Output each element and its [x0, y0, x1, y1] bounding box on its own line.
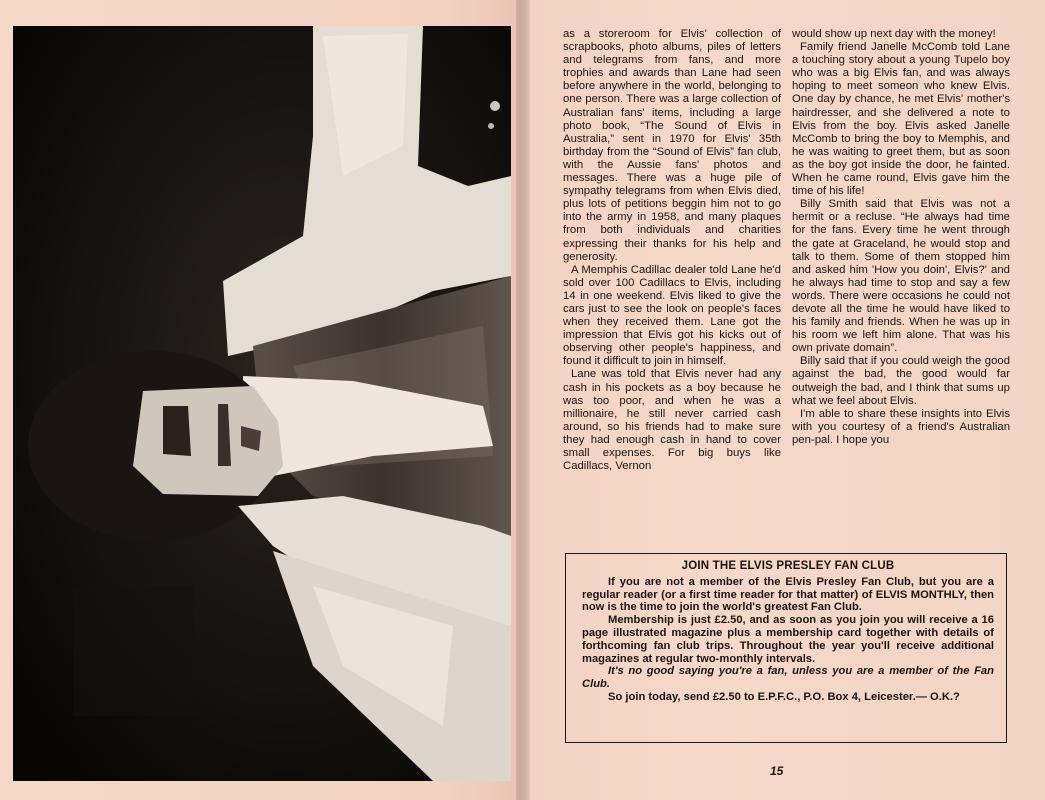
- fan-club-title: JOIN THE ELVIS PRESLEY FAN CLUB: [681, 560, 895, 572]
- fan-club-paragraph: Membership is just £2.50, and as soon as you join you will receive a 16 page illustrated magazine plus a membership card together with details of forthcoming fan club trips. Throughout the year you'll receive additional magazines at regular two-monthly intervals.: [582, 614, 994, 665]
- article-column-left: [563, 28, 781, 528]
- article-column-right: [792, 28, 1010, 528]
- article-paragraph: Billy Smith said that Elvis was not a hermit or a recluse. “He always had time for the fans. Every time he went through the gate at Graceland, he would stop and talk to them. Some of them stopped him and asked him 'How you doin', Elvis?' and he always had time to stop and say a few words. There were occasions he could not devote all the time he would have liked to his family and friends. When he was up in his room we left him alone. That was his own private domain”.: [792, 198, 1010, 355]
- article-paragraph: A Memphis Cadillac dealer told Lane he'd sold over 100 Cadillacs to Elvis, including 14 in one weekend. Elvis liked to give the cars just to see the look on people's faces when they received them. Lane got the impression that Elvis got his kicks out of observing other people's happiness, and found it difficult to join in himself.: [563, 263, 781, 368]
- page-number: 15: [770, 764, 784, 778]
- elvis-photo: [13, 26, 511, 781]
- fan-club-advert: [565, 553, 1007, 743]
- fan-club-paragraph: If you are not a member of the Elvis Presley Fan Club, but you are a regular reader (or a first time reader for that matter) of ELVIS MONTHLY, then now is the time to join the world's greatest Fan Club.: [582, 575, 994, 614]
- article-paragraph: Billy said that if you could weigh the good against the bad, the good would far outweigh the bad, and I think that sums up what we feel about Elvis.: [792, 355, 1010, 407]
- photo-illustration: [13, 26, 511, 781]
- article-paragraph: Family friend Janelle McComb told Lane a touching story about a young Tupelo boy who was a big Elvis fan, and was always hoping to meet someon who knew Elvis. One day by chance, he met Elvis' mother's hairdresser, and she delivered a note to Elvis from the boy. Elvis asked Janelle McComb to bring the boy to Memphis, and he was waiting to greet them, but as soon as the boy got inside the door, he fainted. When he came round, Elvis gave him the time of his life!: [792, 41, 1010, 198]
- fan-club-paragraph: So join today, send £2.50 to E.P.F.C., P.O. Box 4, Leicester.— O.K.?: [608, 690, 960, 703]
- article-paragraph: would show up next day with the money!: [792, 28, 996, 40]
- article-paragraph: I'm able to share these insights into Elvis with you courtesy of a friend's Australian pen-pal. I hope you: [792, 407, 1010, 446]
- fan-club-paragraph: It's no good saying you're a fan, unless you are a member of the Fan Club.: [582, 665, 994, 691]
- article-paragraph: Lane was told that Elvis never had any cash in his pockets as a boy because he was too poor, and when he was a millionaire, he still never carried cash around, so his friends had to make sure they had enough cash in hand to cover small expenses. For big buys like Cadillacs, Vernon: [563, 368, 781, 473]
- article-paragraph: as a storeroom for Elvis' collection of scrapbooks, photo albums, piles of letters and telegrams from fans, and more trophies and awards than Lane had seen before anywhere in the world, belonging to one person. There was a large collection of Australian fans' items, including a large photo book, “The Sound of Elvis in Australia,” sent in 1970 for Elvis' 35th birthday from the “Sound of Elvis” fan club, with the Aussie fans' photos and messages. There was a huge pile of sympathy telegrams from when Elvis died, plus lots of petitions beggin him not to go into the army in 1958, and many plaques from both individuals and charities expressing their thanks for his help and generosity.: [563, 28, 781, 263]
